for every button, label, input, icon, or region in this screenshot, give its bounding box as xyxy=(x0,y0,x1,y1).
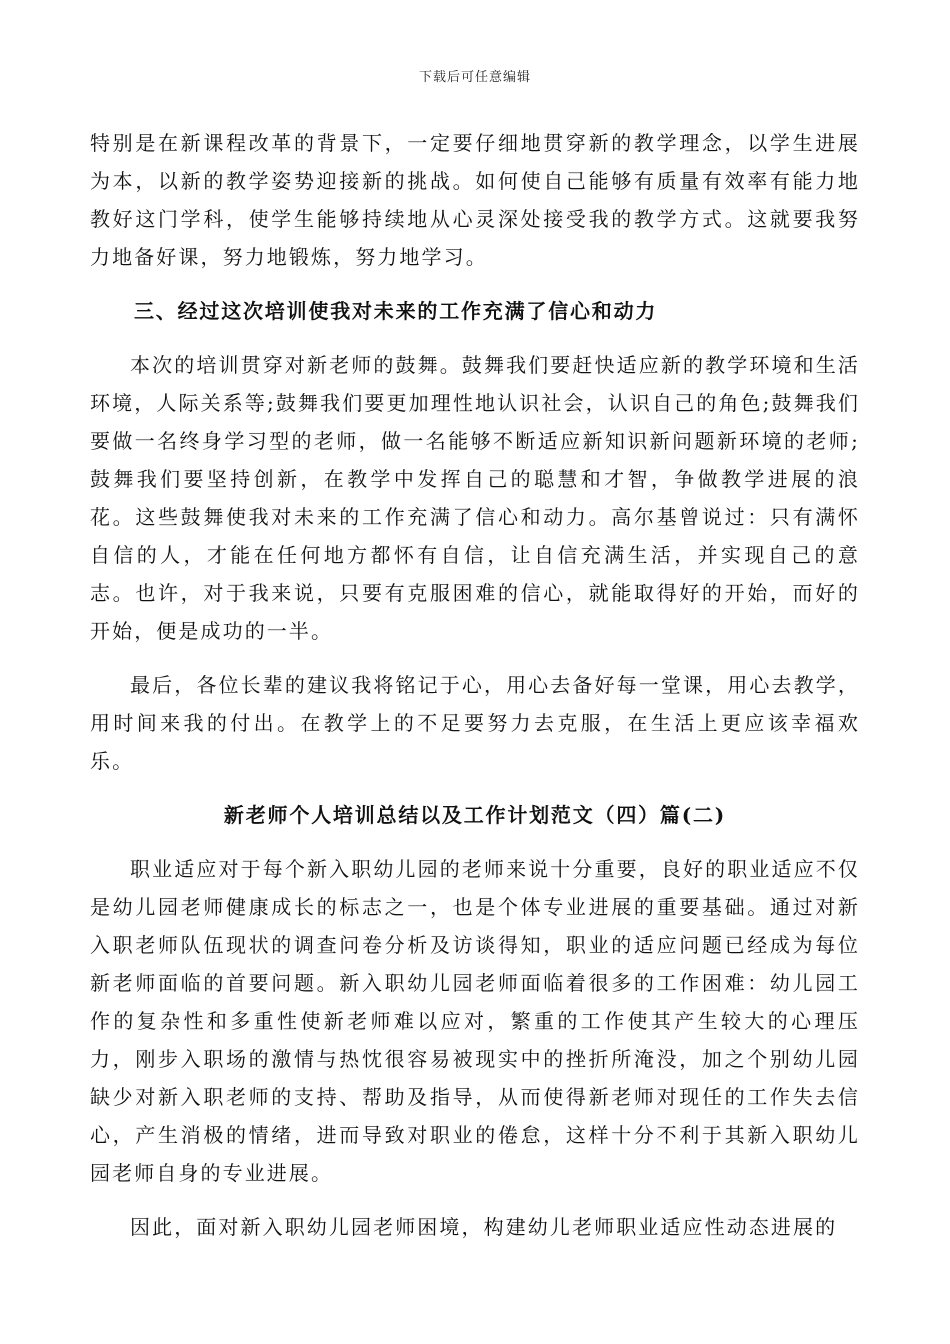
article-title: 新老师个人培训总结以及工作计划范文（四）篇(二) xyxy=(223,803,727,827)
paragraph-therefore: 因此，面对新入职幼儿园老师困境，构建幼儿老师职业适应性动态进展的 xyxy=(130,1215,838,1239)
section-heading-three: 三、经过这次培训使我对未来的工作充满了信心和动力 xyxy=(134,299,658,323)
paragraph-continued: 特别是在新课程改革的背景下，一定要仔细地贯穿新的教学理念，以学生进展为本，以新的教学姿势迎接新的挑战。如何使自己能够有质量有效率有能力地教好这门学科，使学生能够持续地从心灵深处接受我的教学方式。这就要我努力地备好课，努力地锻炼，努力地学习。 xyxy=(90,131,860,269)
paragraph-closing: 最后，各位长辈的建议我将铭记于心，用心去备好每一堂课，用心去教学，用时间来我的付出。在教学上的不足要努力去克服，在生活上更应该幸福欢乐。 xyxy=(90,673,860,773)
page-header-note: 下载后可任意编辑 xyxy=(418,70,531,85)
paragraph-encouragement: 本次的培训贯穿对新老师的鼓舞。鼓舞我们要赶快适应新的教学环境和生活环境，人际关系等;鼓舞我们要更加理性地认识社会，认识自己的角色;鼓舞我们要做一名终身学习型的老师，做一名能够不断适应新知识新问题新环境的老师;鼓舞我们要坚持创新，在教学中发挥自己的聪慧和才智，争做教学进展的浪花。这些鼓舞使我对未来的工作充满了信心和动力。高尔基曾说过：只有满怀自信的人，才能在任何地方都怀有自信，让自信充满生活，并实现自己的意志。也许，对于我来说，只要有克服困难的信心，就能取得好的开始，而好的开始，便是成功的一半。 xyxy=(90,353,860,643)
paragraph-career-adaptation: 职业适应对于每个新入职幼儿园的老师来说十分重要，良好的职业适应不仅是幼儿园老师健康成长的标志之一，也是个体专业进展的重要基础。通过对新入职老师队伍现状的调查问卷分析及访谈得知，职业的适应问题已经成为每位新老师面临的首要问题。新入职幼儿园老师面临着很多的工作困难：幼儿园工作的复杂性和多重性使新老师难以应对，繁重的工作使其产生较大的心理压力，刚步入职场的激情与热忱很容易被现实中的挫折所淹没，加之个别幼儿园缺少对新入职老师的支持、帮助及指导，从而使得新老师对现任的工作失去信心，产生消极的情绪，进而导致对职业的倦怠，这样十分不利于其新入职幼儿园老师自身的专业进展。 xyxy=(90,857,860,1185)
document-body xyxy=(90,124,860,1246)
